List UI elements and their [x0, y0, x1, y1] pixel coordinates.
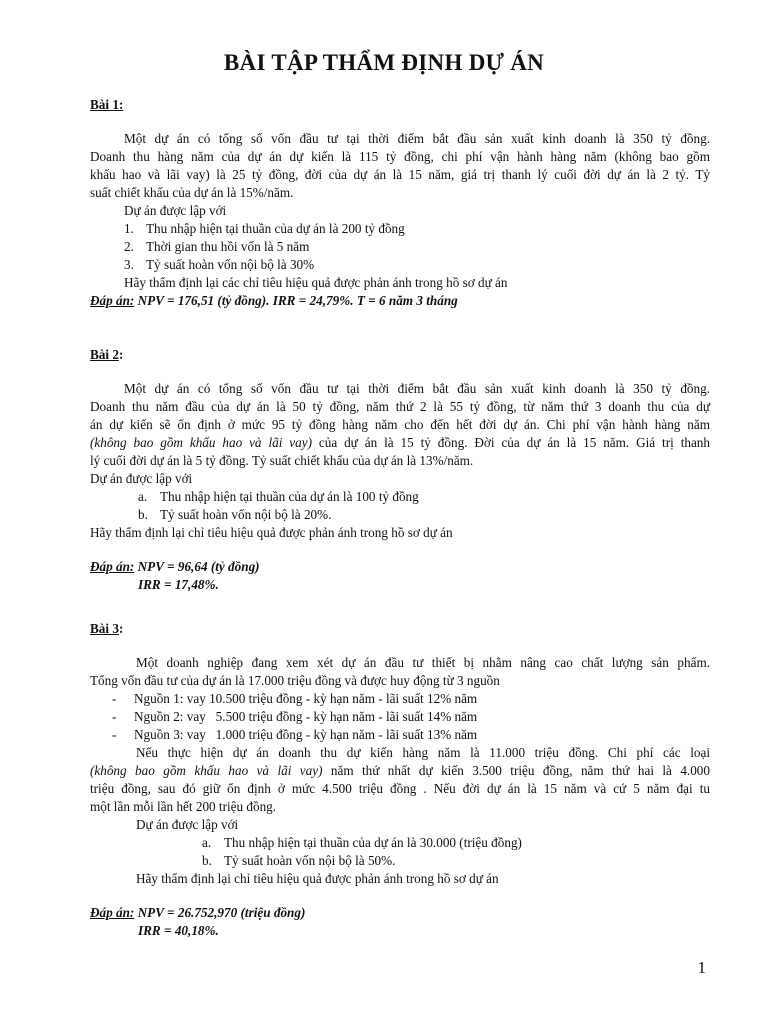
paragraph-line: lý cuối đời dự án là 5 tỷ đồng. Tỷ suất chiết khấu của dự án là 13%/năm.	[90, 453, 474, 468]
list-item: a. Thu nhập hiện tại thuần của dự án là 100 tỷ đồng	[138, 489, 419, 504]
exercise-3-body	[90, 654, 710, 888]
answer-irr: IRR = 17,48%.	[138, 577, 219, 592]
paragraph-line: triệu đồng, sau đó giữ ổn định ở mức 4.500 triệu đồng . Nếu đời dự án là 15 năm và cứ 5 năm đại tu	[90, 781, 710, 796]
list-intro: Dự án được lập với	[124, 203, 227, 218]
list-item: - Nguồn 3: vay 1.000 triệu đồng - kỳ hạn năm - lãi suất 13% năm	[112, 727, 478, 742]
paragraph-line: Doanh thu hàng năm của dự án dự kiến là 115 tỷ đồng, chi phí vận hành hàng năm (không bao gồm	[90, 149, 710, 164]
list-item: b. Tỷ suất hoàn vốn nội bộ là 50%.	[202, 853, 396, 868]
paragraph-line: khấu hao và lãi vay) là 25 tỷ đồng, đời của dự án là 15 năm, giá trị thanh lý cuối đời dự án là 2 tỷ. Tỷ	[90, 167, 710, 182]
list-intro: Dự án được lập với	[136, 817, 239, 832]
paragraph-line: Một doanh nghiệp đang xem xét dự án đầu tư thiết bị nhằm nâng cao chất lượng sản phẩm.	[136, 655, 710, 670]
exercise-2-answer	[90, 558, 710, 594]
paragraph-line: suất chiết khấu của dự án là 15%/năm.	[90, 185, 294, 200]
paragraph-line: Một dự án có tổng số vốn đầu tư tại thời điểm bắt đầu sản xuất kinh doanh là 350 tỷ đồng.	[124, 131, 710, 146]
instruction: Hãy thẩm định lại các chỉ tiêu hiệu quả được phản ánh trong hồ sơ dự án	[124, 275, 508, 290]
paragraph-line: Một dự án có tổng số vốn đầu tư tại thời điểm bắt đầu sản xuất kinh doanh là 350 tỷ đồng.	[124, 381, 710, 396]
list-item: b. Tỷ suất hoàn vốn nội bộ là 20%.	[138, 507, 332, 522]
page-title: BÀI TẬP THẨM ĐỊNH DỰ ÁN	[223, 50, 545, 75]
answer-line: Đáp án: NPV = 176,51 (tỷ đồng). IRR = 24,79%. T = 6 năm 3 tháng	[90, 293, 458, 308]
list-item: 1. Thu nhập hiện tại thuần của dự án là 200 tỷ đồng	[124, 221, 405, 236]
paragraph-line: một lần mỗi lần hết 200 triệu đồng.	[90, 799, 277, 814]
paragraph-line: án dự kiến sẽ ổn định ở mức 95 tỷ đồng hàng năm cho đến hết đời dự án. Chi phí vận hành hàng năm	[90, 417, 710, 432]
list-item: a. Thu nhập hiện tại thuần của dự án là 30.000 (triệu đồng)	[202, 835, 522, 850]
answer-line: Đáp án: NPV = 96,64 (tỷ đồng)	[90, 559, 260, 574]
exercise-3-heading: Bài 3:	[90, 621, 124, 636]
instruction: Hãy thẩm định lại chỉ tiêu hiệu quả được phản ánh trong hồ sơ dự án	[136, 871, 499, 886]
paragraph-line: (không bao gồm khấu hao và lãi vay) của dự án là 15 tỷ đồng. Đời của dự án là 15 năm. Giá trị thanh	[90, 435, 710, 450]
exercise-1-body	[90, 130, 710, 310]
exercise-1-heading: Bài 1:	[90, 97, 124, 112]
paragraph-line: Doanh thu năm đầu của dự án là 50 tỷ đồng, năm thứ 2 là 55 tỷ đồng, từ năm thứ 3 doanh thu của dự	[90, 399, 710, 414]
answer-line: Đáp án: NPV = 26.752,970 (triệu đồng)	[90, 905, 306, 920]
exercise-2-heading: Bài 2:	[90, 347, 124, 362]
list-item: - Nguồn 2: vay 5.500 triệu đồng - kỳ hạn năm - lãi suất 14% năm	[112, 709, 478, 724]
list-item: 3. Tỷ suất hoàn vốn nội bộ là 30%	[124, 257, 315, 272]
list-item: - Nguồn 1: vay 10.500 triệu đồng - kỳ hạn năm - lãi suất 12% năm	[112, 691, 478, 706]
paragraph-line: Tổng vốn đầu tư của dự án là 17.000 triệu đồng và được huy động từ 3 nguồn	[90, 673, 500, 688]
instruction: Hãy thẩm định lại chỉ tiêu hiệu quả được phản ánh trong hồ sơ dự án	[90, 525, 453, 540]
exercise-2-body	[90, 380, 710, 542]
page-number: 1	[697, 958, 706, 977]
exercise-3-answer	[90, 904, 710, 940]
answer-irr: IRR = 40,18%.	[138, 923, 219, 938]
list-item: 2. Thời gian thu hồi vốn là 5 năm	[124, 239, 310, 254]
paragraph-line: Nếu thực hiện dự án doanh thu dự kiến hàng năm là 11.000 triệu đồng. Chi phí các loại	[136, 745, 710, 760]
paragraph-line: (không bao gồm khấu hao và lãi vay) năm thứ nhất dự kiến 3.500 triệu đồng, năm thứ hai là 4.000	[90, 763, 710, 778]
list-intro: Dự án được lập với	[90, 471, 193, 486]
